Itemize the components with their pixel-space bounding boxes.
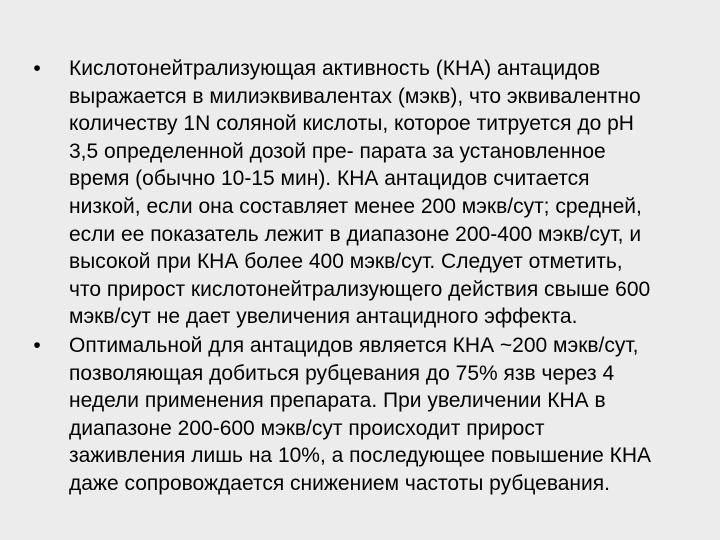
text-line: 3,5 определенной дозой пре- парата за установленное — [69, 139, 606, 163]
bullet-icon: • — [33, 333, 41, 357]
text-line: количеству 1N соляной кислоты, которое титруется до рН — [69, 112, 634, 136]
text-line: позволяющая добиться рубцевания до 75% язв через 4 — [69, 361, 615, 385]
text-line: Оптимальной для антацидов является КНА ~200 мэкв/сут, — [69, 333, 639, 357]
text-line: мэкв/сут не дает увеличения антацидного эффекта. — [69, 305, 578, 329]
bullet-icon: • — [33, 57, 41, 80]
text-line: низкой, если она составляет менее 200 мэкв/сут; средней, — [69, 194, 642, 218]
bullet-item-2 — [30, 332, 690, 498]
text-line: даже сопровождается снижением частоты рубцевания. — [69, 471, 610, 495]
bullet-text-2 — [69, 332, 690, 498]
text-line: что прирост кислотонейтрализующего действия свыше 600 — [69, 277, 651, 301]
bullet-list — [30, 55, 690, 499]
text-line: высокой при КНА более 400 мэкв/сут. Следует отметить, — [69, 250, 623, 274]
text-line: диапазоне 200-600 мэкв/сут происходит прирост — [69, 416, 545, 440]
text-line: заживления лишь на 10%, а последующее повышение КНА — [69, 444, 651, 468]
text-line: Кислотонейтрализующая активность (КНА) антацидов — [69, 57, 601, 80]
bullet-item-1 — [30, 55, 690, 331]
bullet-text-1 — [69, 55, 690, 331]
text-line: если ее показатель лежит в диапазоне 200-400 мэкв/сут, и — [69, 222, 642, 246]
text-line: время (обычно 10-15 мин). КНА антацидов считается — [69, 167, 590, 191]
text-line: выражается в милиэквивалентах (мэкв), что эквивалентно — [69, 84, 641, 108]
text-line: недели применения препарата. При увеличении КНА в — [69, 389, 606, 413]
